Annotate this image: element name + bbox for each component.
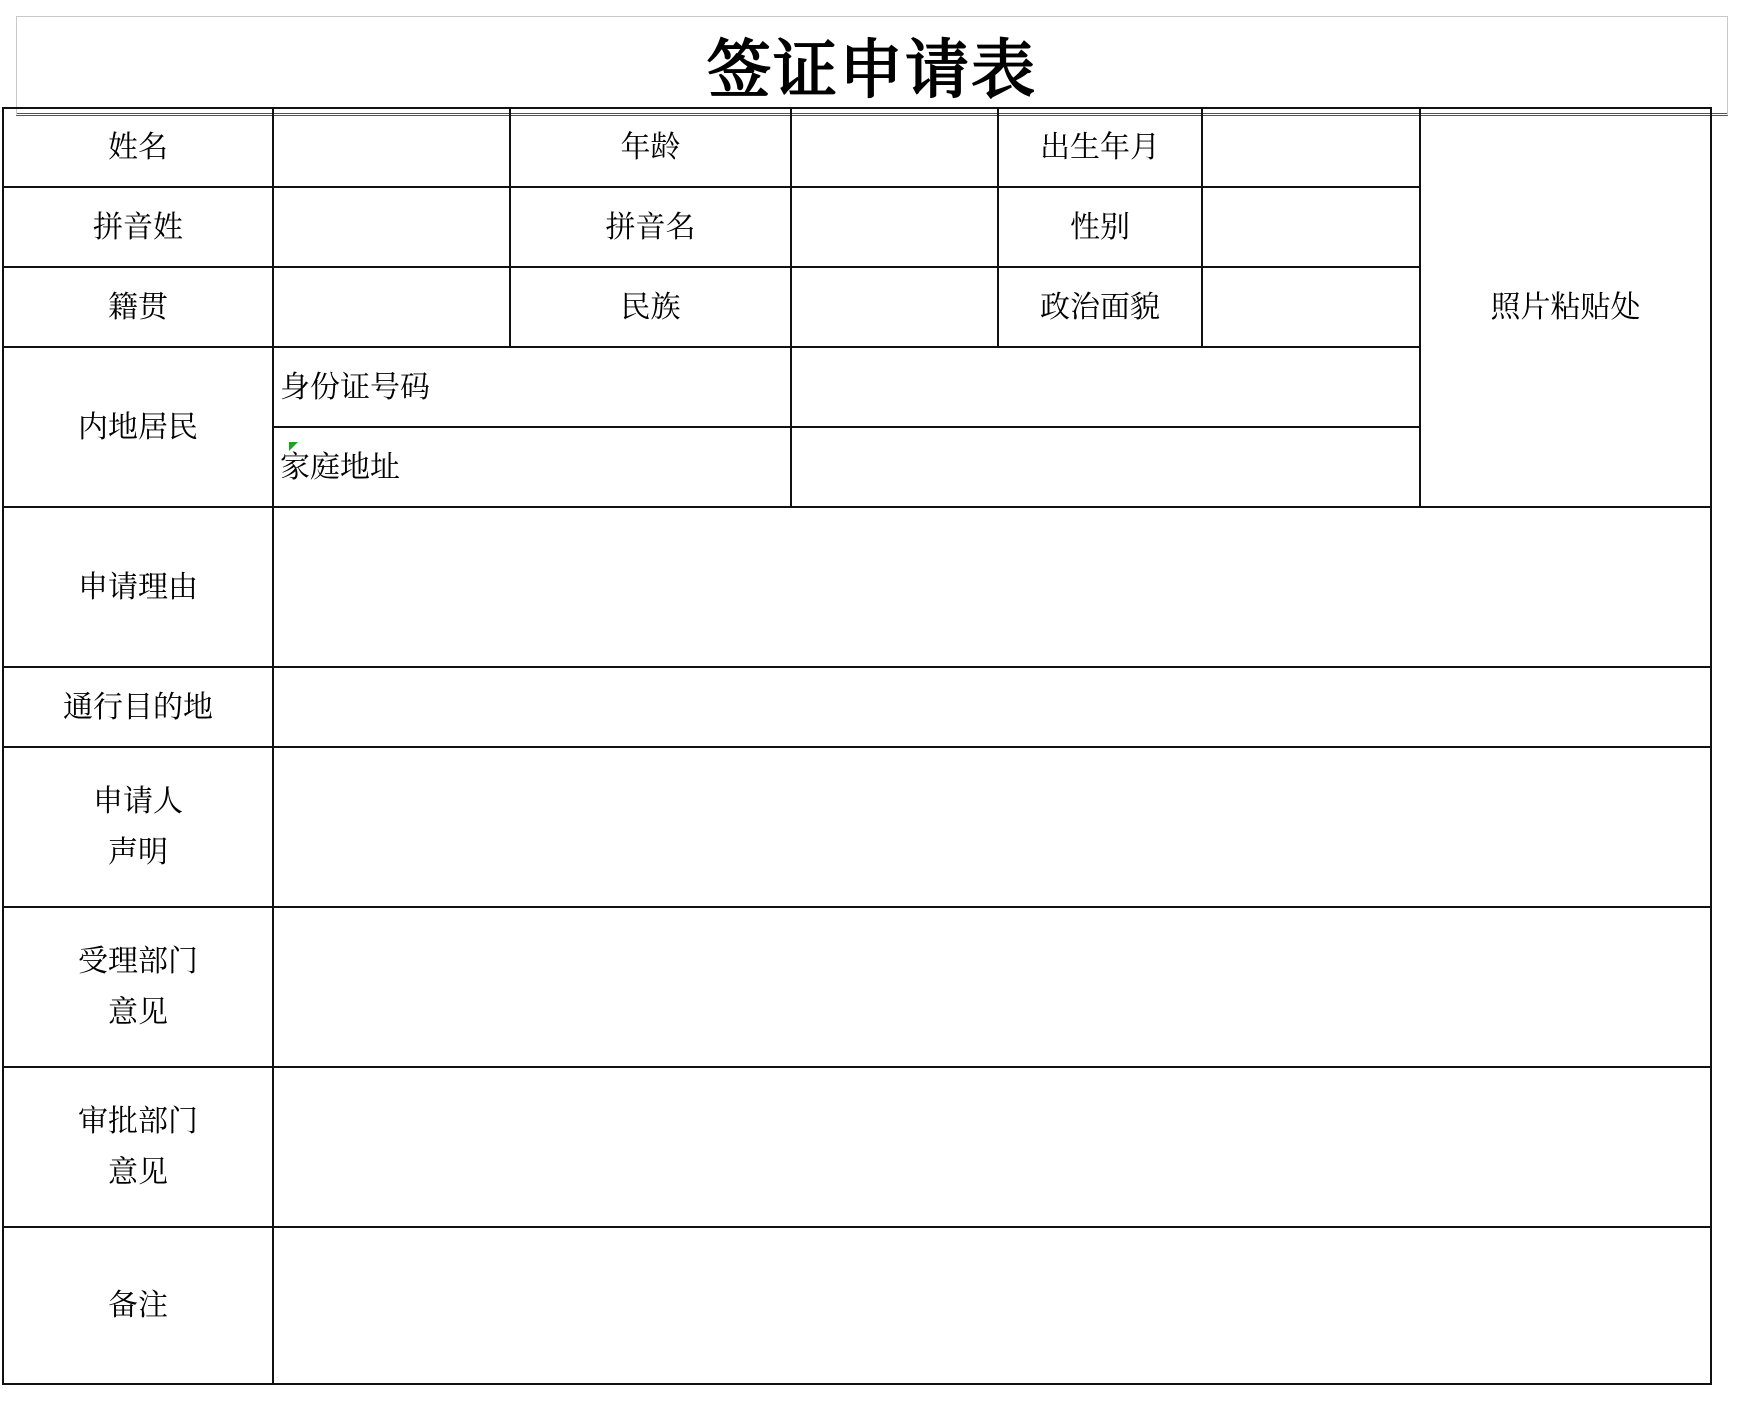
dept-opinion-label-line2: 意见	[108, 995, 168, 1030]
form-row	[3, 907, 1711, 1067]
pinyin-surname-label: 拼音姓	[3, 187, 273, 267]
reason-field[interactable]	[273, 507, 1711, 667]
gender-label: 性别	[998, 187, 1202, 267]
form-row	[3, 1067, 1711, 1227]
id-number-field[interactable]	[791, 347, 1420, 427]
approval-opinion-field[interactable]	[273, 1067, 1711, 1227]
birth-label: 出生年月	[998, 108, 1202, 187]
form-row	[3, 667, 1711, 747]
declaration-label-line2: 声明	[108, 835, 168, 870]
gender-field[interactable]	[1202, 187, 1420, 267]
dept-opinion-field[interactable]	[273, 907, 1711, 1067]
destination-field[interactable]	[273, 667, 1711, 747]
photo-cell[interactable]	[1420, 108, 1711, 507]
declaration-field[interactable]	[273, 747, 1711, 907]
remarks-field[interactable]	[273, 1227, 1711, 1384]
political-status-field[interactable]	[1202, 267, 1420, 347]
dept-opinion-label-line1: 受理部门	[78, 944, 198, 979]
form-row	[3, 747, 1711, 907]
birth-field[interactable]	[1202, 108, 1420, 187]
dept-opinion-label	[3, 907, 273, 1067]
cell-comment-marker	[289, 442, 298, 451]
pinyin-surname-field[interactable]	[273, 187, 510, 267]
declaration-label-line1: 申请人	[93, 784, 183, 819]
ethnicity-field[interactable]	[791, 267, 998, 347]
home-address-label: 家庭地址	[273, 427, 791, 507]
remarks-label: 备注	[3, 1227, 273, 1384]
home-address-field[interactable]	[791, 427, 1420, 507]
ethnicity-label: 民族	[510, 267, 791, 347]
approval-opinion-label-line2: 意见	[108, 1155, 168, 1190]
form-row	[3, 507, 1711, 667]
reason-label: 申请理由	[3, 507, 273, 667]
name-label: 姓名	[3, 108, 273, 187]
native-place-label: 籍贯	[3, 267, 273, 347]
title-cell	[16, 16, 1728, 116]
page-title: 签证申请表	[707, 34, 1037, 108]
declaration-label	[3, 747, 273, 907]
application-form-table	[2, 107, 1712, 1385]
photo-label: 照片粘贴处	[1490, 290, 1641, 325]
name-field[interactable]	[273, 108, 510, 187]
native-place-field[interactable]	[273, 267, 510, 347]
pinyin-given-label: 拼音名	[510, 187, 791, 267]
political-status-label: 政治面貌	[998, 267, 1202, 347]
form-row	[3, 108, 1711, 187]
id-number-label: 身份证号码	[273, 347, 791, 427]
mainland-resident-label: 内地居民	[3, 347, 273, 507]
form-row	[3, 1227, 1711, 1384]
age-label: 年龄	[510, 108, 791, 187]
pinyin-given-field[interactable]	[791, 187, 998, 267]
approval-opinion-label	[3, 1067, 273, 1227]
age-field[interactable]	[791, 108, 998, 187]
approval-opinion-label-line1: 审批部门	[78, 1104, 198, 1139]
destination-label: 通行目的地	[3, 667, 273, 747]
